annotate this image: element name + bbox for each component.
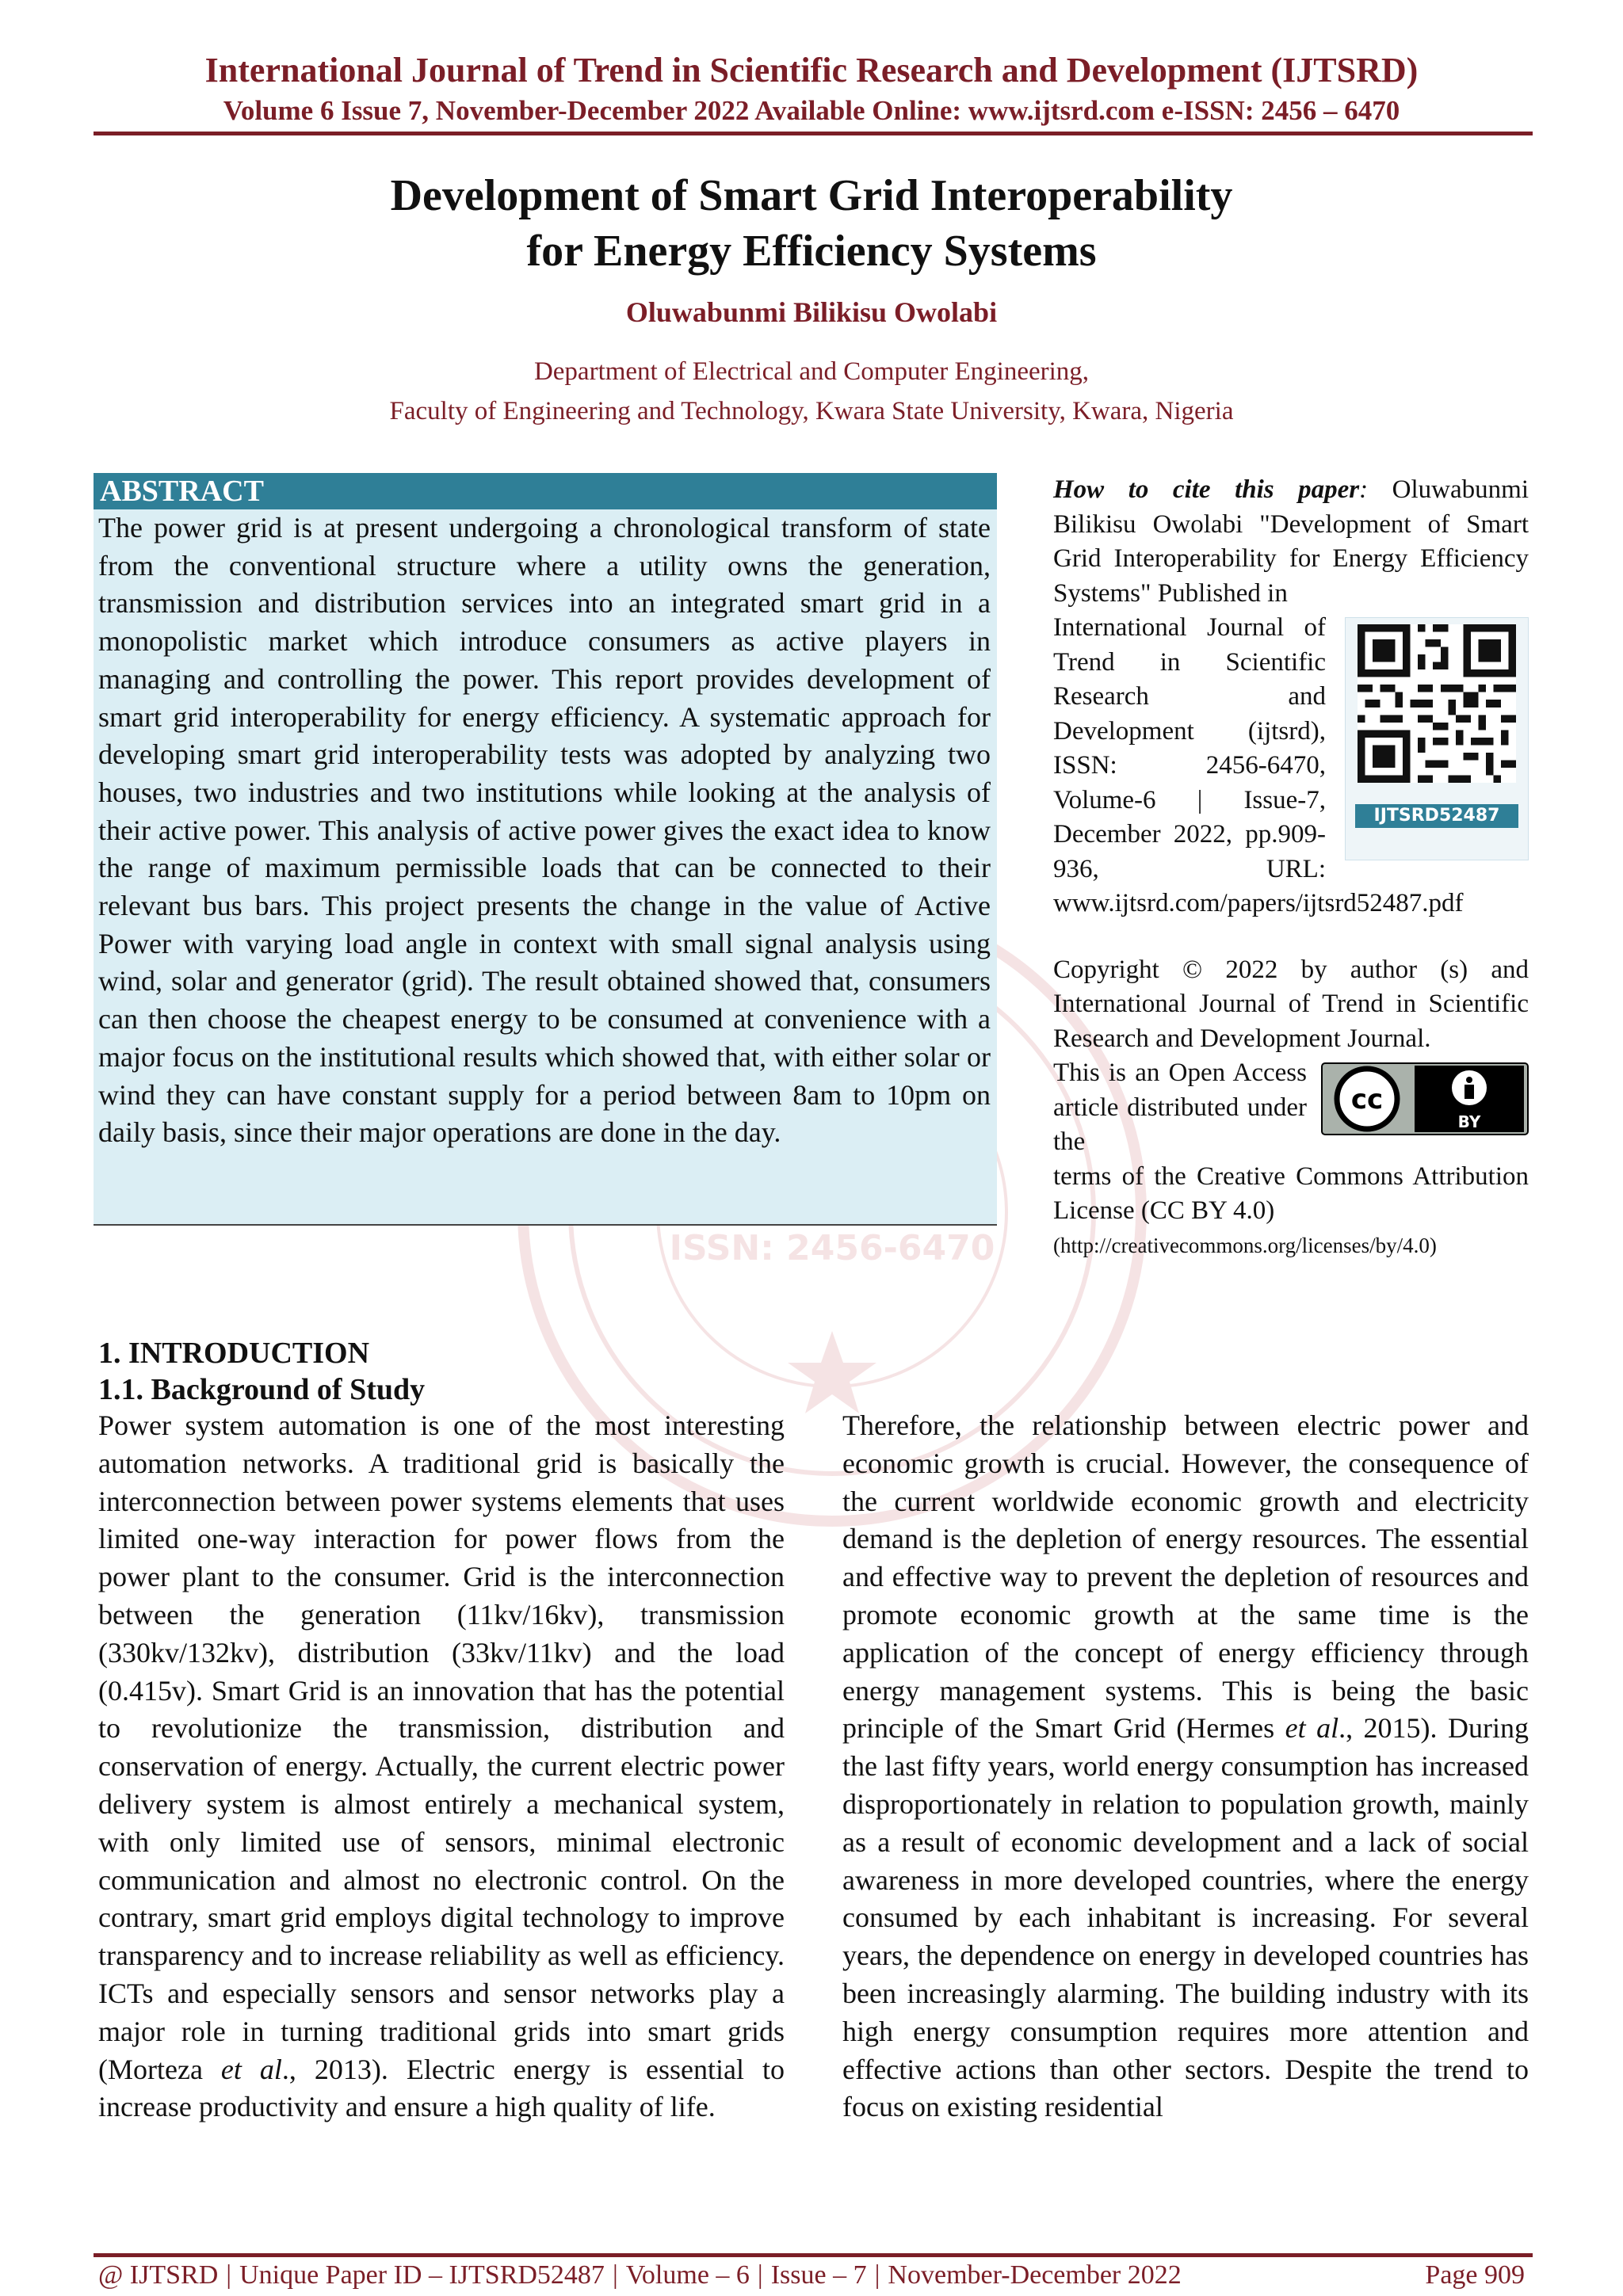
affiliation-line-2: Faculty of Engineering and Technology, Kwara State University, Kwara, Nigeria <box>389 397 1234 425</box>
license-url-link[interactable]: (http://creativecommons.org/licenses/by/4.0) <box>1053 1233 1437 1257</box>
footer-volume: Volume – 6 <box>625 2260 750 2290</box>
intro-left-et-al: et al <box>220 2053 282 2085</box>
copyright-open-access: This is an Open Access article distributed under the <box>1053 1058 1307 1156</box>
footer-paper-id: Unique Paper ID – IJTSRD52487 <box>239 2260 605 2290</box>
cc-by-license-icon[interactable] <box>1321 1062 1529 1135</box>
paper-title-line-1: Development of Smart Grid Interoperability <box>390 171 1233 220</box>
abstract-text: The power grid is at present undergoing a chronological transform of state from the conventional structure where a utility owns the generation, transmission and distribution services into an integrated smart grid in a monopolistic market which introduce consumers as active players in managing and controlling the power. This report provides development of smart grid interoperability for energy efficiency. A systematic approach for developing smart grid interoperability tests was adopted by analyzing two houses, two industries and two institutions while looking at the analysis of their active power. This analysis of active power gives the exact idea to know the range of maximum permissible loads that can be connected to their relevant bus bars. This project presents the change in the value of Active Power with varying load angle in context with small signal analysis using wind, solar and generator (grid). The result obtained showed that, consumers can then choose the cheapest energy to be consumed at convenience with a major focus on the institutional results which showed that, with either solar or wind they can have constant supply for a period between 8am to 10pm on daily basis, since their major operations are done in the day. <box>98 512 991 1149</box>
paper-title-line-2: for Energy Efficiency Systems <box>526 227 1097 276</box>
cc-by-text: BY <box>1457 1112 1481 1131</box>
intro-right-text-a: Therefore, the relationship between electric power and economic growth is crucial. However, the consequence of the current worldwide economic growth and electricity demand is the depletion of energy resources. The essential and effective way to prevent the depletion of resources and promote economic growth at the same time is the application of the concept of energy efficiency through energy management systems. This is being the basic principle of the Smart Grid (Hermes <box>842 1409 1529 1745</box>
seal-issn-text: ISSN: 2456-6470 <box>669 1228 995 1268</box>
qr-code-icon <box>1358 624 1516 783</box>
copyright-lead: Copyright © 2022 by author (s) and International Journal of Trend in Scientific Research and Development Journal. <box>1053 955 1529 1053</box>
footer-separator: | <box>612 2260 618 2290</box>
abstract-box <box>94 473 997 1226</box>
affiliation <box>0 352 1623 431</box>
citation-block <box>1053 473 1529 1263</box>
footer-separator: | <box>874 2260 880 2290</box>
svg-text:cc: cc <box>1350 1084 1384 1116</box>
author-name: Oluwabunmi Bilikisu Owolabi <box>625 296 998 328</box>
journal-title: International Journal of Trend in Scientific Research and Development (IJTSRD) <box>204 51 1419 90</box>
qr-code-panel[interactable] <box>1345 617 1529 860</box>
copyright-license-terms: terms of the Creative Commons Attribution License (CC BY 4.0) <box>1053 1161 1529 1225</box>
intro-left-text-a: Power system automation is one of the most interesting automation networks. A traditional grid is basically the interconnection between power systems elements that uses limited one-way interaction for power flows from the power plant to the consumer. Grid is the interconnection between the generation (11kv/16kv), transmission (330kv/132kv), distribution (33kv/11kv) and the load (0.415v). Smart Grid is an innovation that has the potential to revolutionize the transmission, distribution and conservation of energy. Actually, the current electric power delivery system is almost entirely a mechanical system, with only limited use of sensors, minimal electronic communication and almost no electronic control. On the contrary, smart grid employs digital technology to improve transparency and to increase reliability as well as efficiency. ICTs and especially sensors and sensor networks play a major role in turning traditional grids into smart grids (Morteza <box>98 1409 785 2085</box>
intro-right-text-b: ., 2015). During the last fifty years, world energy consumption has increased disproportionately in relation to population growth, mainly as a result of economic development and a lack of social awareness in more developed countries, where the energy consumed by each inhabitant is increasing. For several years, the dependence on energy in developed countries has been increasingly alarming. The building industry with its high energy consumption requires more attention and effective actions than other sectors. Despite the trend to focus on existing residential <box>842 1712 1529 2123</box>
citation-intro <box>1053 473 1529 611</box>
affiliation-line-1: Department of Electrical and Computer Engineering, <box>533 357 1090 386</box>
citation-label: How to cite this paper <box>1053 475 1360 504</box>
intro-right-et-al: et al <box>1285 1712 1339 1745</box>
footer-separator: | <box>226 2260 232 2290</box>
footer-rule <box>94 2253 1533 2257</box>
footer-separator: | <box>757 2260 763 2290</box>
footer-issue: Issue – 7 <box>770 2260 867 2290</box>
citation-details: International Journal of Trend in Scientific Research and Development (ijtsrd), ISSN: 2456-6470, Volume-6 | Issue-7, December 2022, pp.909-936, URL: www.ijtsrd.com/papers/ijtsrd52487.pdf <box>1053 613 1464 917</box>
qr-paper-id-label: IJTSRD52487 <box>1355 804 1518 828</box>
intro-column-left <box>98 1407 785 2126</box>
header-rule <box>94 132 1533 135</box>
intro-left-text-b: ., 2013). Electric energy is essential to increase productivity and ensure a high quality of life. <box>98 2053 785 2123</box>
citation-colon: : <box>1359 475 1369 504</box>
footer-page-number: Page 909 <box>1425 2260 1525 2290</box>
abstract-heading: ABSTRACT <box>94 473 997 509</box>
page-footer <box>98 2258 1525 2293</box>
intro-column-right <box>842 1407 1529 2126</box>
citation-intro-text: Oluwabunmi Bilikisu Owolabi "Development of Smart Grid Interoperability for Energy Efficiency Systems" Published in <box>1053 475 1529 608</box>
footer-journal: @ IJTSRD <box>98 2260 219 2290</box>
section-heading: 1. INTRODUCTION <box>98 1337 370 1370</box>
journal-issue-line: Volume 6 Issue 7, November-December 2022 Available Online: www.ijtsrd.com e-ISSN: 2456 – 6470 <box>223 95 1400 126</box>
paper-title <box>0 168 1623 279</box>
footer-date: November-December 2022 <box>888 2260 1182 2290</box>
subsection-heading: 1.1. Background of Study <box>98 1373 426 1406</box>
